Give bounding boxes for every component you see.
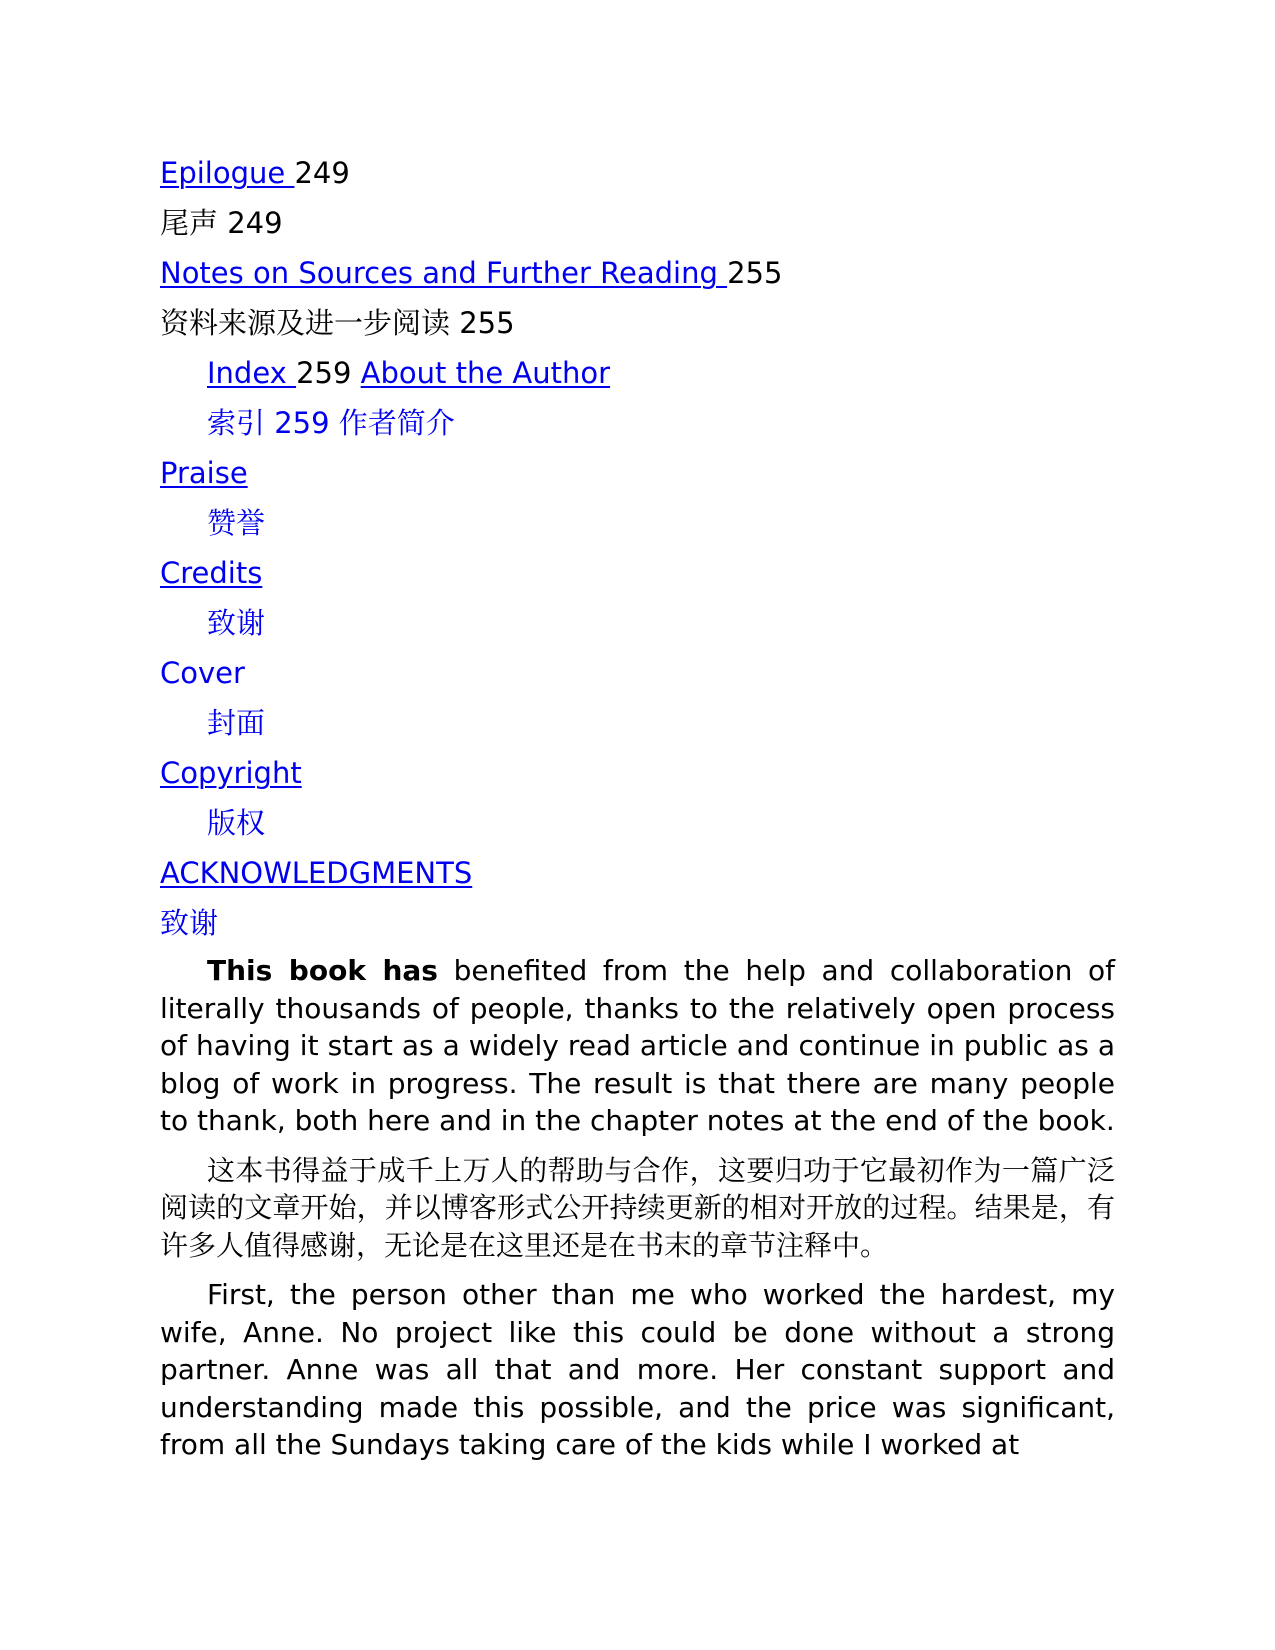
index-page-number: 259 (296, 356, 361, 390)
toc-entry-credits-zh: 致谢 (207, 606, 266, 640)
toc-entry-cover: Cover (160, 656, 245, 690)
credits-link[interactable]: Credits (160, 556, 263, 590)
about-author-link[interactable]: About the Author (360, 356, 611, 390)
toc-entry-epilogue (160, 148, 1115, 198)
toc-entry-cover-zh: 封面 (207, 706, 266, 740)
body-paragraph-2-zh: 这本书得益于成千上万人的帮助与合作，这要归功于它最初作为一篇广泛阅读的文章开始，并以博客形式公开持续更新的相对开放的过程。结果是，有许多人值得感谢，无论是在这里还是在书末的章节注释中。 (160, 1153, 1115, 1262)
paragraph-1-text: benefited from the help and collaboration of literally thousands of people, thanks to the relatively open process of having it start as a widely read article and continue in public as a blog of work in progress. The result is that there are many people to thank, both here and in the chapter notes at the end of the book. (160, 954, 1115, 1137)
epilogue-link[interactable]: Epilogue (160, 156, 295, 190)
toc-entry-acknowledgments (160, 848, 1115, 898)
toc-entry-copyright (160, 748, 1115, 798)
toc-entry-epilogue-zh: 尾声 249 (160, 206, 283, 240)
toc-entry-notes (160, 248, 1115, 298)
toc-entry-notes-zh: 资料来源及进一步阅读 255 (160, 306, 515, 340)
toc-entry-index-zh: 索引 259 作者简介 (207, 406, 455, 440)
copyright-link[interactable]: Copyright (160, 756, 302, 790)
notes-link[interactable]: Notes on Sources and Further Reading (160, 256, 728, 290)
notes-page-number: 255 (727, 256, 783, 290)
toc-entry-praise (160, 448, 1115, 498)
index-link[interactable]: Index (207, 356, 297, 390)
body-paragraph-3: First, the person other than me who worked the hardest, my wife, Anne. No project like this could be done without a strong partner. Anne was all that and more. Her constant support and understanding made this possible, and the price was significant, from all the Sundays taking care of the kids while I worked at (160, 1278, 1115, 1461)
toc-entry-praise-zh: 赞誉 (207, 506, 266, 540)
acknowledgments-heading-zh: 致谢 (160, 906, 219, 940)
acknowledgments-link[interactable]: ACKNOWLEDGMENTS (160, 856, 473, 890)
paragraph-lead-in: This book has (207, 954, 438, 987)
document-page (160, 148, 1115, 1464)
toc-entry-credits (160, 548, 1115, 598)
toc-entry-copyright-zh: 版权 (207, 806, 266, 840)
epilogue-page-number: 249 (294, 156, 350, 190)
praise-link[interactable]: Praise (160, 456, 248, 490)
toc-entry-index (160, 348, 1115, 398)
body-paragraph-1 (160, 952, 1115, 1140)
